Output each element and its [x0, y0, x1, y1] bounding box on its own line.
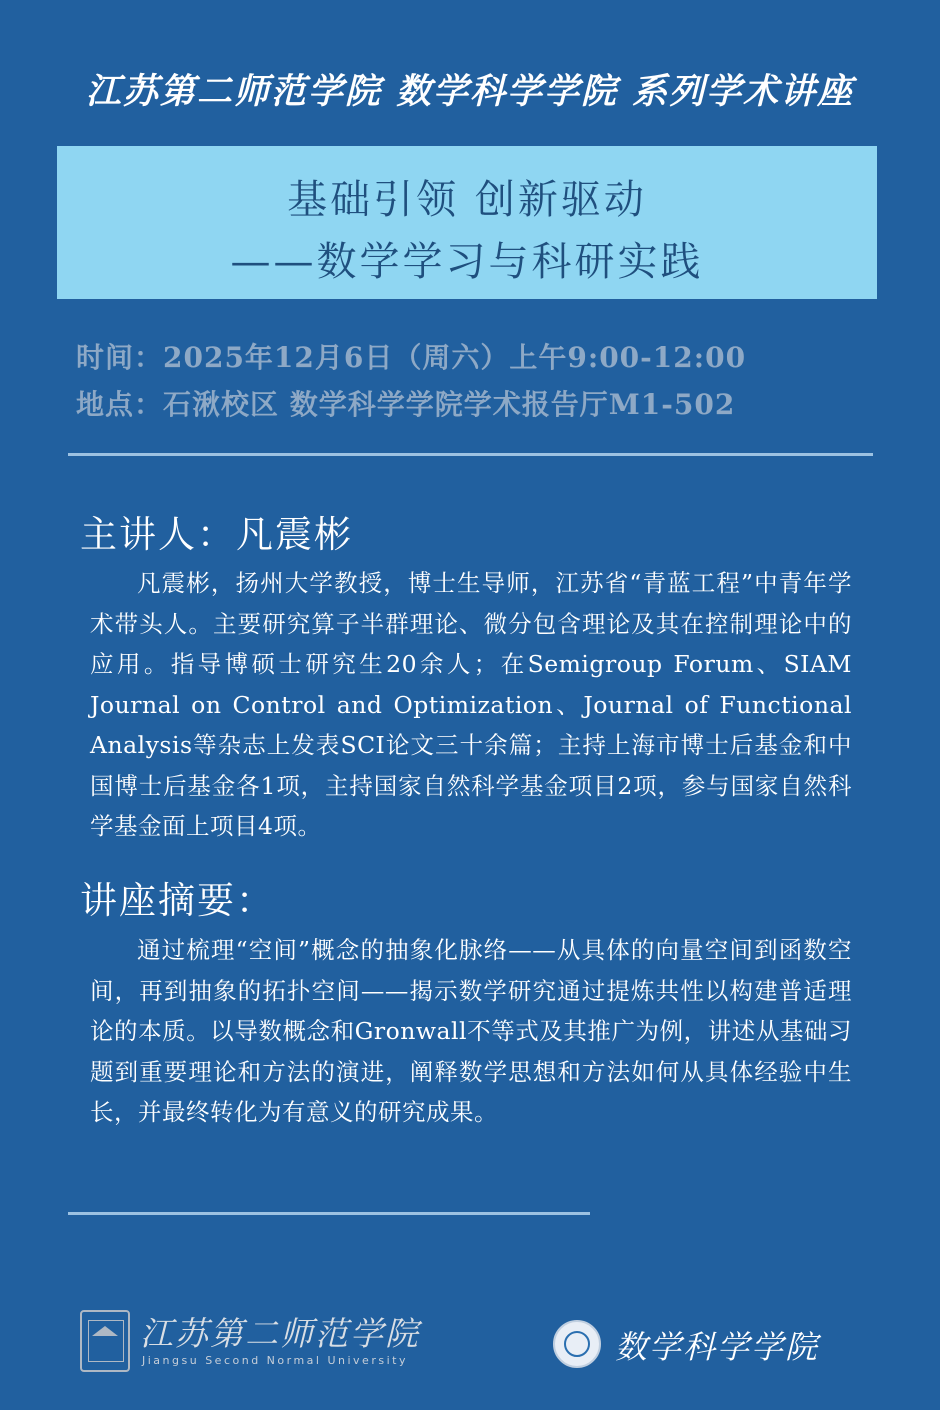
- lecture-title-line1: 基础引领 创新驱动: [287, 177, 647, 223]
- university-name-en: Jiangsu Second Normal University: [142, 1354, 408, 1367]
- abstract-heading: 讲座摘要：: [80, 879, 275, 922]
- divider-top: [68, 453, 873, 456]
- speaker-bio: 凡震彬，扬州大学教授，博士生导师，江苏省“青蓝工程”中青年学术带头人。主要研究算子半群理论、微分包含理论及其在控制理论中的应用。指导博硕士研究生20余人；在Semigroup Forum、SIAM Journal on Control and Optimization、Journal of Functional Analysis等杂志上发表SCI论文三十余篇；主持上海市博士后基金和中国博士后基金各1项，主持国家自然科学基金项目2项，参与国家自然科学基金面上项目4项。: [90, 569, 852, 840]
- speaker-heading: 主讲人：凡震彬: [80, 513, 353, 556]
- department-emblem-icon: [553, 1320, 601, 1368]
- abstract-text: 通过梳理“空间”概念的抽象化脉络——从具体的向量空间到函数空间，再到抽象的拓扑空间——揭示数学研究通过提炼共性以构建普适理论的本质。以导数概念和Gronwall不等式及其推广为例，讲述从基础习题到重要理论和方法的演进，阐释数学思想和方法如何从具体经验中生长，并最终转化为有意义的研究成果。: [90, 936, 852, 1126]
- department-name: 数学科学学院: [615, 1328, 820, 1366]
- series-title: 江苏第二师范学院 数学科学学院 系列学术讲座: [85, 72, 855, 112]
- university-name-cn: 江苏第二师范学院: [140, 1314, 420, 1353]
- divider-bottom: [68, 1212, 590, 1215]
- university-logo: [80, 1308, 420, 1372]
- department-logo: [553, 1318, 843, 1368]
- lecture-time: 时间：2025年12月6日（周六）上午9:00-12:00: [76, 341, 747, 374]
- lecture-place: 地点：石湫校区 数学科学学院学术报告厅M1-502: [76, 388, 736, 421]
- lecture-title-line2: ——数学学习与科研实践: [230, 239, 704, 285]
- university-seal-icon: [80, 1310, 130, 1372]
- lecture-title-box: [57, 146, 877, 299]
